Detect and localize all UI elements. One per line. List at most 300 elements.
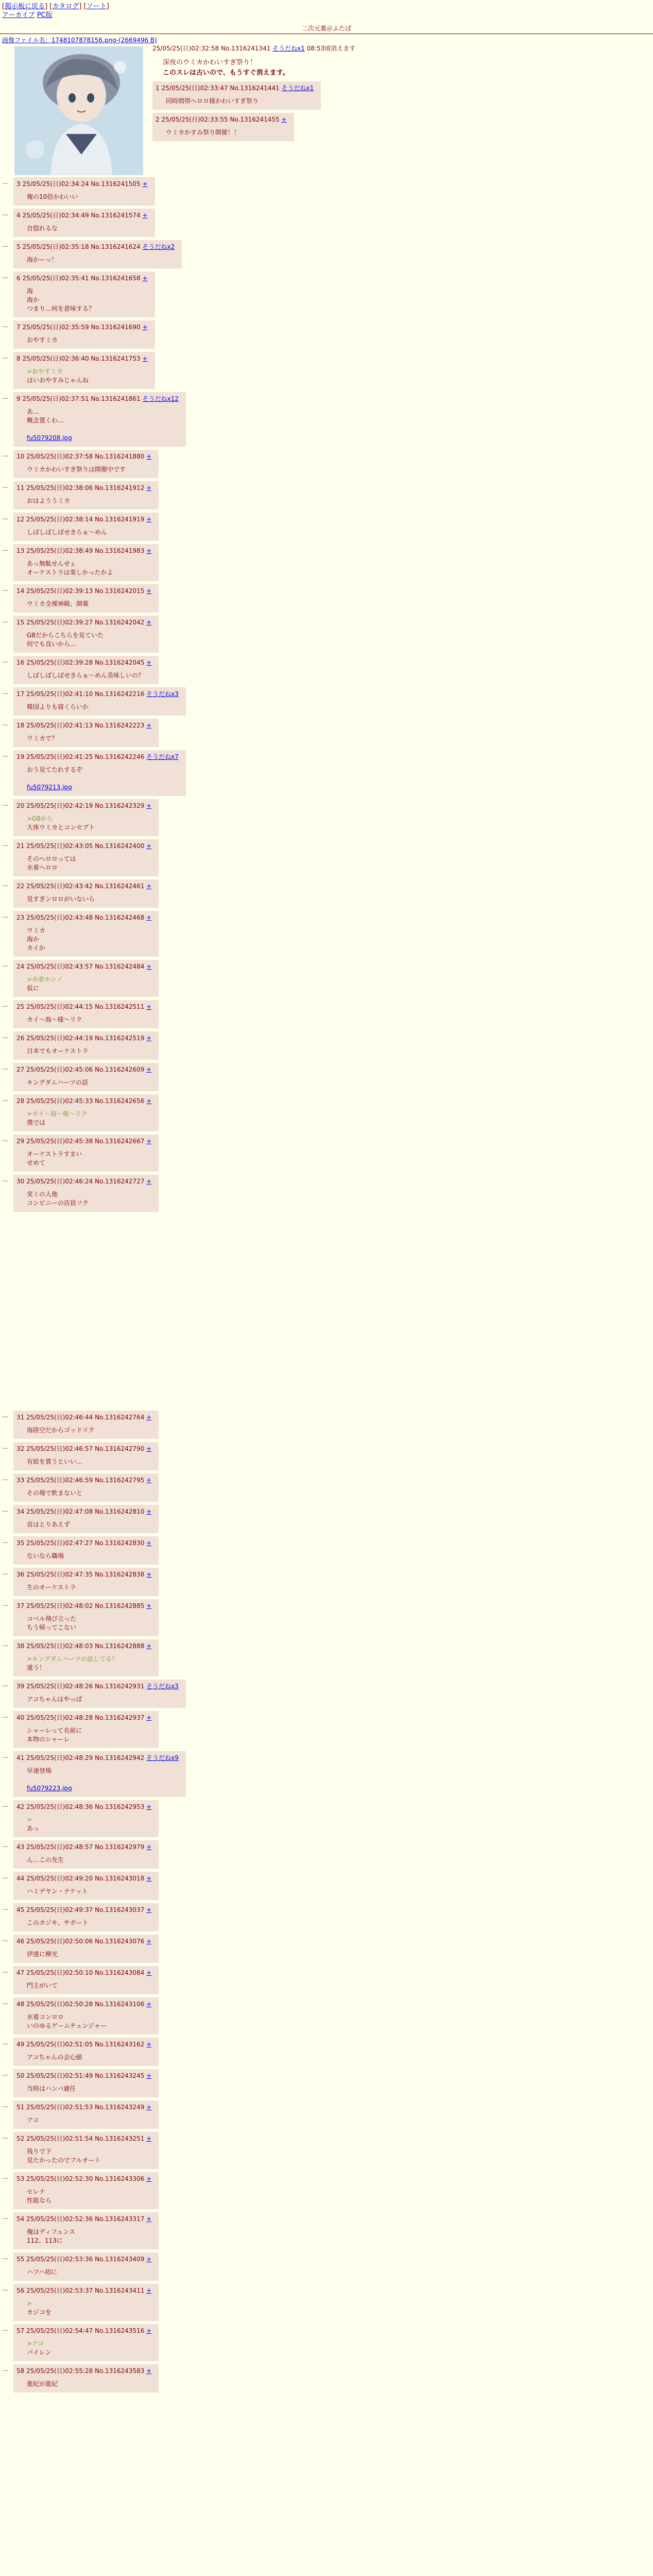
reply-body — [27, 193, 148, 201]
attached-file-link[interactable]: fu5079208.jpg — [27, 434, 72, 442]
sodane-button[interactable]: + — [146, 2327, 152, 2334]
reply-date: 25/05/25(日)02:48:57 — [26, 1843, 95, 1851]
sodane-button[interactable]: そうだねx9 — [146, 1754, 179, 1761]
sodane-button[interactable]: + — [146, 1571, 152, 1578]
reply-line: 112、113に — [27, 2237, 63, 2244]
reply-number: 40 — [16, 1714, 27, 1721]
reply-date: 25/05/25(日)02:36:40 — [22, 355, 91, 362]
reply-post-no: No.1316241983 — [95, 547, 147, 554]
reply-body — [27, 1458, 151, 1466]
attached-file-link[interactable]: fu5079223.jpg — [27, 1785, 72, 1792]
sodane-button[interactable]: + — [146, 1097, 152, 1105]
reply-line: 当時はハンバ適任 — [27, 2085, 76, 2092]
reply-number: 53 — [16, 2175, 27, 2182]
reply-number: 58 — [16, 2367, 27, 2375]
reply-header — [16, 1033, 151, 1043]
reply-header — [16, 2174, 151, 2183]
reply-body — [27, 1150, 151, 1167]
sodane-button[interactable]: + — [146, 1035, 152, 1042]
reply-date: 25/05/25(日)02:41:10 — [26, 690, 95, 698]
reply-box — [13, 1599, 159, 1636]
sodane-button[interactable]: + — [146, 1969, 152, 1976]
sodane-button[interactable]: + — [146, 1642, 152, 1650]
op-thumbnail-image[interactable] — [14, 46, 143, 175]
reply-row — [2, 2252, 651, 2281]
reply-row — [2, 1840, 651, 1869]
reply-post-no: No.1316242830 — [95, 1539, 147, 1547]
reply-date: 25/05/25(日)02:46:59 — [26, 1477, 95, 1484]
reply-header — [16, 2255, 151, 2264]
reply-box — [13, 2069, 159, 2097]
reply-body — [27, 2268, 151, 2277]
reply-header — [16, 1065, 151, 1074]
reply-row — [2, 1599, 651, 1636]
reply-line: そのヘロロっては — [27, 855, 76, 862]
reply-date: 25/05/25(日)02:48:36 — [26, 1803, 95, 1810]
sodane-button[interactable]: + — [146, 2175, 152, 2182]
reply-line: ウミカ — [27, 927, 46, 934]
sodane-button[interactable]: + — [146, 484, 152, 492]
reply-line: はいおやすみじゃんね — [27, 377, 89, 384]
reply-gutter: … — [2, 1752, 8, 1759]
reply-box — [13, 1031, 159, 1060]
sodane-button[interactable]: + — [146, 547, 152, 554]
reply-number: 26 — [16, 1035, 27, 1042]
reply-line: 俺はディフェンス — [27, 2228, 76, 2235]
reply-date: 25/05/25(日)02:37:58 — [26, 453, 95, 460]
reply-number: 33 — [16, 1477, 27, 1484]
reply-post-no: No.1316242937 — [95, 1714, 147, 1721]
reply-row — [2, 1568, 651, 1596]
sodane-button[interactable]: + — [281, 116, 287, 123]
reply-body — [27, 256, 175, 264]
reply-body — [27, 1856, 151, 1865]
reply-date: 25/05/25(日)02:39:27 — [26, 619, 95, 626]
reply-date: 25/05/25(日)02:45:06 — [26, 1066, 95, 1073]
sodane-button[interactable]: そうだねx7 — [146, 753, 179, 760]
sodane-button[interactable]: + — [146, 1508, 152, 1515]
reply-number: 45 — [16, 1906, 27, 1913]
reply-box — [13, 1175, 159, 1212]
reply-post-no: No.1316241861 — [91, 395, 143, 402]
nav-row-2 — [2, 11, 651, 20]
reply-gutter: … — [2, 482, 8, 489]
sodane-button[interactable]: そうだねx3 — [146, 690, 179, 698]
reply-date: 25/05/25(日)02:49:37 — [26, 1906, 95, 1913]
reply-line: しばしばしばせきらぁ〜めん — [27, 529, 108, 536]
reply-row — [2, 1442, 651, 1470]
op-post — [2, 44, 651, 177]
reply-body — [27, 671, 151, 680]
reply-box — [152, 113, 294, 141]
sodane-button[interactable]: + — [146, 842, 152, 850]
reply-body — [27, 367, 148, 385]
reply-post-no: No.1316243018 — [95, 1875, 147, 1882]
sodane-button[interactable]: + — [146, 1938, 152, 1945]
reply-post-no: No.1316243037 — [95, 1906, 147, 1913]
reply-body — [27, 2147, 151, 2165]
reply-header — [16, 1937, 151, 1946]
reply-number: 21 — [16, 842, 27, 850]
reply-date: 25/05/25(日)02:35:59 — [22, 324, 91, 331]
sodane-button[interactable]: + — [146, 2104, 152, 2111]
reply-number: 36 — [16, 1571, 27, 1578]
reply-line: コベル飛び立った — [27, 1615, 77, 1622]
reply-line: 早速登場 — [27, 1767, 52, 1774]
reply-gutter: … — [2, 1136, 8, 1143]
reply-header — [16, 1905, 151, 1914]
reply-date: 25/05/25(日)02:53:36 — [26, 2256, 95, 2263]
reply-line: 日本でもオーケストラ — [27, 1047, 89, 1055]
reply-post-no: No.1316243245 — [95, 2072, 147, 2079]
reply-line: 大体ウミカとコンセプト — [27, 824, 95, 831]
reply-post-no: No.1316242953 — [95, 1803, 147, 1810]
reply-line: セレナ — [27, 2188, 46, 2195]
sodane-button[interactable]: + — [146, 1445, 152, 1452]
quote-line: >G8から — [27, 815, 53, 822]
sodane-button[interactable]: + — [146, 1414, 152, 1421]
quote-line: > — [27, 1816, 32, 1823]
reply-body — [27, 926, 151, 953]
reply-row — [2, 1903, 651, 1931]
reply-box — [13, 1903, 159, 1931]
sodane-button[interactable]: + — [146, 1714, 152, 1721]
reply-line: 違う！ — [27, 1664, 46, 1671]
quote-line: >おやすミカ — [27, 368, 63, 375]
reply-body — [27, 2013, 151, 2030]
reply-line: カイ〜海〜様〜リク — [27, 1016, 82, 1023]
reply-row — [2, 2038, 651, 2066]
reply-body — [27, 2116, 151, 2125]
reply-date: 25/05/25(日)02:38:06 — [26, 484, 95, 492]
sodane-button[interactable]: + — [146, 2135, 152, 2142]
sodane-button[interactable]: + — [146, 1539, 152, 1547]
reply-gutter: … — [2, 1801, 8, 1808]
nav-back-link[interactable]: 掲示板に戻る — [5, 3, 45, 10]
op-file-link[interactable]: 画像ファイル名：1748107878156.png-(2669496 B) — [2, 37, 157, 44]
reply-box — [13, 2364, 159, 2393]
reply-date: 25/05/25(日)02:50:28 — [26, 2001, 95, 2008]
sodane-button[interactable]: + — [146, 2287, 152, 2294]
reply-gutter: … — [2, 1443, 8, 1450]
reply-gutter: … — [2, 585, 8, 592]
reply-body — [27, 2053, 151, 2062]
reply-header — [16, 618, 151, 627]
reply-date: 25/05/25(日)02:47:35 — [26, 1571, 95, 1578]
reply-number: 51 — [16, 2104, 27, 2111]
sodane-button[interactable]: + — [146, 2001, 152, 2008]
reply-box — [152, 81, 321, 110]
reply-box — [13, 2324, 159, 2361]
reply-header — [16, 1002, 151, 1011]
sodane-button[interactable]: + — [146, 2256, 152, 2263]
nav-catalog-link[interactable]: カタログ — [52, 3, 79, 10]
reply-header — [16, 1999, 151, 2009]
reply-post-no: No.1316242942 — [95, 1754, 147, 1761]
reply-post-no: No.1316242400 — [95, 842, 147, 850]
reply-post-no: No.1316243306 — [95, 2175, 147, 2182]
reply-box — [13, 584, 159, 613]
reply-post-no: No.1316243106 — [95, 2001, 147, 2008]
reply-gutter: … — [2, 1873, 8, 1880]
sodane-button[interactable]: そうだねx3 — [146, 1683, 179, 1690]
reply-row — [2, 1411, 651, 1439]
sodane-button[interactable]: + — [146, 1066, 152, 1073]
reply-box — [13, 1840, 159, 1869]
reply-gutter: … — [2, 961, 8, 968]
reply-date: 25/05/25(日)02:54:47 — [26, 2327, 95, 2334]
reply-post-no: No.1316242511 — [95, 1003, 147, 1010]
quote-line: > — [27, 2300, 32, 2307]
reply-header — [16, 1538, 151, 1548]
reply-post-no: No.1316241753 — [91, 355, 143, 362]
sodane-button[interactable]: + — [146, 1803, 152, 1810]
sodane-button[interactable]: + — [146, 453, 152, 460]
quote-line: >キングダムハーツの話してる？ — [27, 1655, 118, 1663]
attached-file-link[interactable]: fu5079213.jpg — [27, 784, 72, 791]
reply-line: ん…この先生 — [27, 1856, 64, 1863]
reply-number: 17 — [16, 690, 27, 698]
sodane-button[interactable]: + — [142, 324, 148, 331]
reply-header — [16, 211, 148, 220]
reply-header — [16, 2214, 151, 2224]
reply-row — [2, 481, 651, 510]
reply-number: 2 — [156, 116, 162, 123]
sodane-button[interactable]: + — [146, 1178, 152, 1185]
reply-row — [2, 1751, 651, 1797]
reply-body — [27, 1655, 151, 1672]
reply-line: ちう帰ってこない — [27, 1624, 77, 1631]
sodane-button[interactable]: + — [142, 275, 148, 282]
sodane-button[interactable]: + — [142, 180, 148, 188]
reply-line: カジコを — [27, 2309, 52, 2316]
reply-number: 29 — [16, 1138, 27, 1145]
nav-pc-link[interactable]: PC版 — [37, 11, 53, 19]
reply-line: 海陸空だからゴッドリク — [27, 1427, 95, 1434]
reply-line: 俺の10倍かわいい — [27, 193, 78, 200]
sodane-button[interactable]: + — [146, 1906, 152, 1913]
reply-body — [27, 2380, 151, 2388]
reply-header — [16, 2071, 151, 2080]
top-nav — [0, 0, 653, 20]
reply-box — [13, 879, 159, 908]
sodane-button[interactable]: + — [146, 587, 152, 595]
reply-row — [2, 2100, 651, 2129]
reply-box — [13, 481, 159, 510]
reply-box — [13, 719, 159, 747]
reply-box — [13, 392, 186, 447]
reply-gutter: … — [2, 800, 8, 807]
reply-row — [2, 2069, 651, 2097]
sodane-button[interactable]: + — [146, 619, 152, 626]
reply-box — [13, 687, 186, 716]
reply-body — [27, 1583, 151, 1592]
reply-line: カイか — [27, 944, 45, 952]
reply-row — [2, 513, 651, 541]
reply-number: 39 — [16, 1683, 27, 1690]
reply-date: 25/05/25(日)02:42:19 — [26, 802, 95, 809]
reply-gutter: … — [2, 1412, 8, 1419]
reply-body — [27, 2228, 151, 2245]
op-sodane-button[interactable]: そうだねx1 — [272, 45, 305, 52]
reply-date: 25/05/25(日)02:35:41 — [22, 275, 91, 282]
reply-line: 性能なら — [27, 2197, 52, 2204]
reply-gutter: … — [2, 1537, 8, 1545]
reply-row — [2, 1175, 651, 1212]
reply-gutter: … — [2, 1176, 8, 1183]
reply-header — [16, 586, 151, 596]
reply-header — [16, 1177, 151, 1186]
reply-post-no: No.1316242795 — [95, 1477, 147, 1484]
reply-header — [16, 2040, 151, 2049]
header-divider — [0, 33, 653, 34]
reply-box — [13, 2172, 159, 2209]
reply-box — [13, 352, 155, 389]
reply-box — [13, 1680, 186, 1708]
reply-header — [16, 962, 151, 971]
sodane-button[interactable]: + — [146, 1138, 152, 1145]
sodane-button[interactable]: + — [146, 722, 152, 729]
reply-header — [16, 913, 151, 922]
sodane-button[interactable]: + — [146, 2072, 152, 2079]
sodane-button[interactable]: + — [146, 914, 152, 921]
reply-box — [13, 1966, 159, 1994]
reply-line: パイレン — [27, 2349, 51, 2356]
reply-date: 25/05/25(日)02:39:28 — [26, 659, 95, 666]
reply-number: 41 — [16, 1754, 27, 1761]
reply-line: 門主がいて — [27, 1982, 58, 1989]
reply-box — [13, 1711, 159, 1748]
reply-box — [13, 2132, 159, 2169]
reply-number: 56 — [16, 2287, 27, 2294]
sodane-button[interactable]: + — [146, 1003, 152, 1010]
op-header — [152, 44, 355, 53]
reply-post-no: No.1316242329 — [95, 802, 147, 809]
reply-gutter: … — [2, 880, 8, 888]
reply-date: 25/05/25(日)02:48:28 — [26, 1714, 95, 1721]
reply-header — [16, 1713, 151, 1722]
reply-box — [13, 209, 155, 237]
reply-box — [13, 1751, 186, 1797]
reply-post-no: No.1316242764 — [95, 1414, 147, 1421]
reply-gutter: … — [2, 657, 8, 664]
reply-line: シャーレって名前に — [27, 1727, 82, 1734]
op-body — [152, 44, 355, 177]
reply-post-no: No.1316242667 — [95, 1138, 147, 1145]
reply-header — [16, 1641, 151, 1651]
reply-header — [16, 515, 151, 524]
sodane-button[interactable]: + — [146, 2041, 152, 2048]
reply-box — [13, 177, 155, 206]
sodane-button[interactable]: そうだねx12 — [142, 395, 179, 402]
nav-sort-link[interactable]: ソート — [86, 3, 107, 10]
reply-number: 30 — [16, 1178, 27, 1185]
reply-gutter: … — [2, 1506, 8, 1513]
reply-line: あっ — [27, 1825, 39, 1832]
reply-header — [16, 2103, 151, 2112]
reply-body — [27, 465, 151, 474]
reply-gutter: … — [2, 1841, 8, 1849]
reply-gutter: … — [2, 840, 8, 848]
reply-line: ウミカで？ — [27, 735, 58, 742]
sodane-button[interactable]: + — [146, 1477, 152, 1484]
reply-gutter: … — [2, 2070, 8, 2077]
board-title: 二次元裏＠ふたば — [301, 25, 351, 32]
reply-post-no: No.1316242810 — [95, 1508, 147, 1515]
sodane-button[interactable]: + — [146, 2367, 152, 2375]
reply-gutter: … — [2, 1032, 8, 1040]
reply-date: 25/05/25(日)02:37:51 — [22, 395, 91, 402]
reply-row — [2, 656, 651, 684]
reply-date: 25/05/25(日)02:47:08 — [26, 1508, 95, 1515]
reply-row — [2, 240, 651, 268]
sodane-button[interactable]: そうだねx1 — [281, 84, 314, 92]
op-old-notice: このスレは古いので、もうすぐ消えます。 — [163, 69, 289, 77]
reply-post-no: No.1316242216 — [95, 690, 147, 698]
reply-post-no: No.1316241880 — [95, 453, 147, 460]
reply-line: オーケストラすまい — [27, 1150, 82, 1158]
reply-row — [2, 1031, 651, 1060]
sodane-button[interactable]: + — [146, 802, 152, 809]
sodane-button[interactable]: そうだねx2 — [142, 243, 175, 250]
reply-post-no: No.1316242931 — [95, 1683, 147, 1690]
reply-row — [2, 911, 651, 957]
sodane-button[interactable]: + — [146, 1875, 152, 1882]
reply-body — [27, 1726, 151, 1744]
reply-box — [13, 1505, 159, 1533]
sodane-button[interactable]: + — [146, 883, 152, 890]
reply-number: 22 — [16, 883, 27, 890]
reply-line: 本物のシャーレ — [27, 1736, 70, 1743]
reply-line: 進紀が進紀 — [27, 2380, 58, 2387]
sodane-button[interactable]: + — [146, 1602, 152, 1609]
reply-gutter: … — [2, 321, 8, 329]
reply-body — [27, 2188, 151, 2205]
reply-body — [27, 528, 151, 537]
reply-line: 首はとりあえず — [27, 1521, 71, 1528]
reply-number: 34 — [16, 1508, 27, 1515]
reply-row — [2, 1966, 651, 1994]
reply-gutter: … — [2, 2133, 8, 2140]
sodane-button[interactable]: + — [146, 963, 152, 970]
reply-number: 25 — [16, 1003, 27, 1010]
reply-line: いのゆるゲームチェンジャー — [27, 2022, 107, 2029]
nav-archive-link[interactable]: アーカイブ — [2, 11, 35, 19]
reply-gutter: … — [2, 1681, 8, 1688]
reply-number: 20 — [16, 802, 27, 809]
reply-date: 25/05/25(日)02:48:02 — [26, 1602, 95, 1609]
reply-body — [27, 703, 179, 711]
reply-body — [27, 2299, 151, 2317]
op-text — [163, 58, 355, 78]
sodane-button[interactable]: + — [146, 2215, 152, 2223]
sodane-button[interactable]: + — [146, 516, 152, 523]
reply-gutter: … — [2, 1064, 8, 1071]
reply-header — [16, 2134, 151, 2143]
sodane-button[interactable]: + — [146, 1843, 152, 1851]
reply-line: あっ無駄せんせぇ — [27, 560, 76, 567]
sodane-button[interactable]: + — [146, 659, 152, 666]
quote-line: >アコ — [27, 2340, 44, 2347]
sodane-button[interactable]: + — [142, 212, 148, 219]
reply-number: 42 — [16, 1803, 27, 1810]
reply-post-no: No.1316241912 — [95, 484, 147, 492]
op-file-info — [2, 36, 651, 44]
reply-body — [27, 1981, 151, 1990]
reply-row — [2, 1063, 651, 1091]
sodane-button[interactable]: + — [142, 355, 148, 362]
reply-line: 見たかったのでフルオート — [27, 2157, 101, 2164]
